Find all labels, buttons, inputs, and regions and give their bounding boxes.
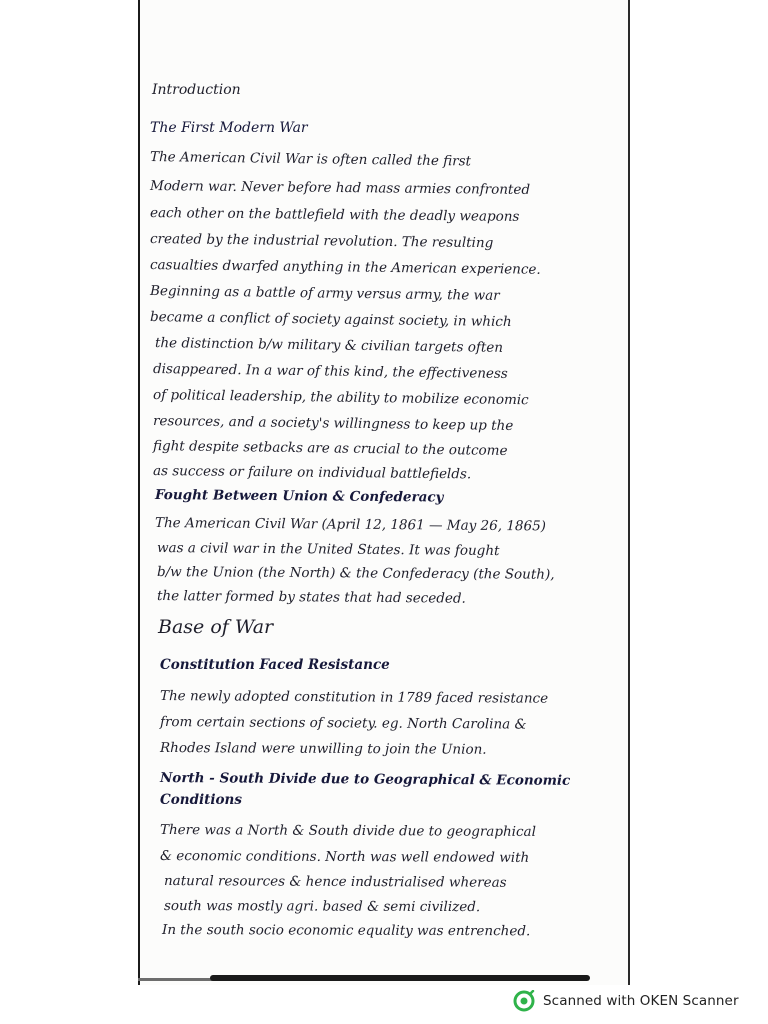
section-heading-north-south-cont: Conditions [160,792,242,808]
section-subheading-constitution: Constitution Faced Resistance [160,657,390,673]
scanner-watermark-text: Scanned with OKEN Scanner [543,993,739,1009]
section-heading-first-modern-war: The First Modern War [150,120,308,136]
paragraph-line: Beginning as a battle of army versus army, the war [149,283,500,304]
section-title-base-of-war: Base of War [158,616,274,638]
paragraph-line: The American Civil War is often called the first [149,149,472,170]
paragraph-line: from certain sections of society. eg. North Carolina & [159,714,527,733]
paragraph-line: became a conflict of society against society, in which [149,309,512,331]
page-bottom-edge [210,975,590,981]
paragraph-line: as success or failure on individual battlefields. [152,463,472,483]
paragraph-line: Rhodes Island were unwilling to join the Union. [159,740,487,758]
paragraph-line: disappeared. In a war of this kind, the effectiveness [152,361,508,382]
paragraph-line: of political leadership, the ability to mobilize economic [152,387,529,409]
paragraph-line: south was mostly agri. based & semi civilized. [163,898,481,916]
paragraph-line: the distinction b/w military & civilian targets often [154,335,504,356]
paragraph-line: resources, and a society's willingness to keep up the [152,413,514,435]
section-heading-union-confederacy: Fought Between Union & Confederacy [154,487,444,506]
paragraph-line: There was a North & South divide due to geographical [159,822,536,840]
paragraph-line: casualties dwarfed anything in the American experience. [149,257,541,278]
section-heading-north-south: North - South Divide due to Geographical & Economic [159,770,571,789]
oken-scanner-logo-icon [513,990,535,1012]
paragraph-line: The newly adopted constitution in 1789 faced resistance [159,688,549,707]
paragraph-line: fight despite setbacks are as crucial to the outcome [152,438,508,459]
paragraph-line: In the south socio economic equality was entrenched. [161,922,531,940]
paragraph-line: & economic conditions. North was well endowed with [159,848,530,866]
paragraph-line: The American Civil War (April 12, 1861 — May 26, 1865) [154,515,547,535]
scanner-watermark [513,990,739,1012]
paragraph-line: Modern war. Never before had mass armies confronted [149,178,531,198]
paragraph-line: each other on the battlefield with the deadly weapons [149,205,520,225]
intro-label: Introduction [152,82,241,98]
paragraph-line: the latter formed by states that had seceded. [156,588,466,607]
paragraph-line: natural resources & hence industrialised whereas [163,873,507,891]
paragraph-line: created by the industrial revolution. The resulting [149,231,494,252]
paragraph-line: was a civil war in the United States. It was fought [156,540,500,559]
paragraph-line: b/w the Union (the North) & the Confederacy (the South), [156,564,555,583]
